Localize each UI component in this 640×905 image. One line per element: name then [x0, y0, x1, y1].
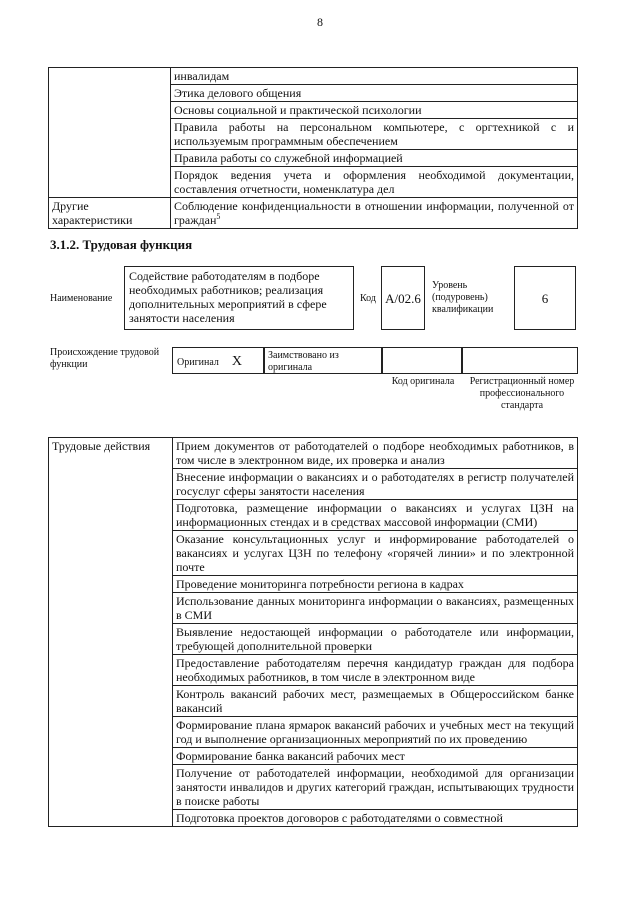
table-row: Прием документов от работодателей о подборе необходимых работников, в том числе в электронном виде, их проверка и анализ: [173, 438, 578, 469]
table-row: Оказание консультационных услуг и информирование работодателей о вакансиях и услугах ЦЗН по телефону «горячей линии» и по электронной почте: [173, 531, 578, 576]
table-row: Получение от работодателей информации, необходимой для организации занятости инвалидов и других категорий граждан, испытывающих трудности в поиске работы: [173, 765, 578, 810]
code-value: A/02.6: [385, 291, 421, 306]
name-label: Наименование: [50, 293, 113, 304]
other-characteristics-text: Соблюдение конфиденциальности в отношении информации, полученной от граждан: [174, 199, 574, 227]
other-characteristics-label: Другие характеристики: [49, 198, 171, 229]
origin-label: Происхождение трудовой функции: [50, 347, 160, 370]
table-row: Выявление недостающей информации о работодателе или информации, требующей дополнительной проверки: [173, 624, 578, 655]
level-value: 6: [541, 291, 549, 306]
table-row: Порядок ведения учета и оформления необходимой документации, составления отчетности, номенклатура дел: [171, 167, 578, 198]
empty-cell: [49, 68, 171, 198]
function-name-box: [124, 266, 354, 330]
table-row: Формирование плана ярмарок вакансий рабочих и учебных мест на текущий год и выполнение организационных мероприятий по их проведению: [173, 717, 578, 748]
original-mark: X: [231, 354, 243, 369]
table-row: Подготовка, размещение информации о вакансиях и услугах ЦЗН на информационных стендах и в средствах массовой информации (СМИ): [173, 500, 578, 531]
section-title: 3.1.2. Трудовая функция: [50, 237, 193, 252]
labor-actions-label: Трудовые действия: [49, 438, 173, 827]
function-name-value: Содействие работодателям в подборе необходимых работников; реализация дополнительных мероприятий в сфере занятости населения: [129, 269, 327, 325]
labor-actions-table: [48, 437, 578, 827]
table-row: Этика делового общения: [171, 85, 578, 102]
level-box: [514, 266, 576, 330]
footnote-marker: 5: [216, 212, 221, 221]
table-row: Формирование банка вакансий рабочих мест: [173, 748, 578, 765]
table-row: Подготовка проектов договоров с работодателями о совместной: [173, 810, 578, 827]
table-row: Проведение мониторинга потребности региона в кадрах: [173, 576, 578, 593]
reg-number-label: Регистрационный номер профессионального стандарта: [469, 376, 575, 411]
table-row: Правила работы со служебной информацией: [171, 150, 578, 167]
borrowed-label: Заимствовано из оригинала: [268, 350, 339, 373]
table-row: Внесение информации о вакансиях и о работодателях в регистр получателей госуслуг сферы занятости населения: [173, 469, 578, 500]
level-label: Уровень (подуровень) квалификации: [432, 280, 494, 315]
code-original-label: Код оригинала: [391, 376, 455, 387]
code-label: Код: [360, 293, 376, 304]
table-row: Контроль вакансий рабочих мест, размещаемых в Общероссийском банке вакансий: [173, 686, 578, 717]
table-row: инвалидам: [171, 68, 578, 85]
code-box: [381, 266, 425, 330]
knowledge-table: [48, 67, 578, 229]
original-box: [172, 347, 264, 374]
table-row: Предоставление работодателям перечня кандидатур граждан для подбора необходимых работников, в том числе в электронном виде: [173, 655, 578, 686]
original-label: Оригинал: [177, 357, 219, 368]
borrowed-box: [264, 347, 382, 374]
code-original-box: [382, 347, 462, 374]
page-number: 8: [317, 15, 323, 29]
table-row: Правила работы на персональном компьютере, с оргтехникой с и используемым программным обеспечением: [171, 119, 578, 150]
other-characteristics-value: [171, 198, 578, 229]
table-row: Основы социальной и практической психологии: [171, 102, 578, 119]
table-row: Использование данных мониторинга информации о вакансиях, размещенных в СМИ: [173, 593, 578, 624]
reg-number-box: [462, 347, 578, 374]
